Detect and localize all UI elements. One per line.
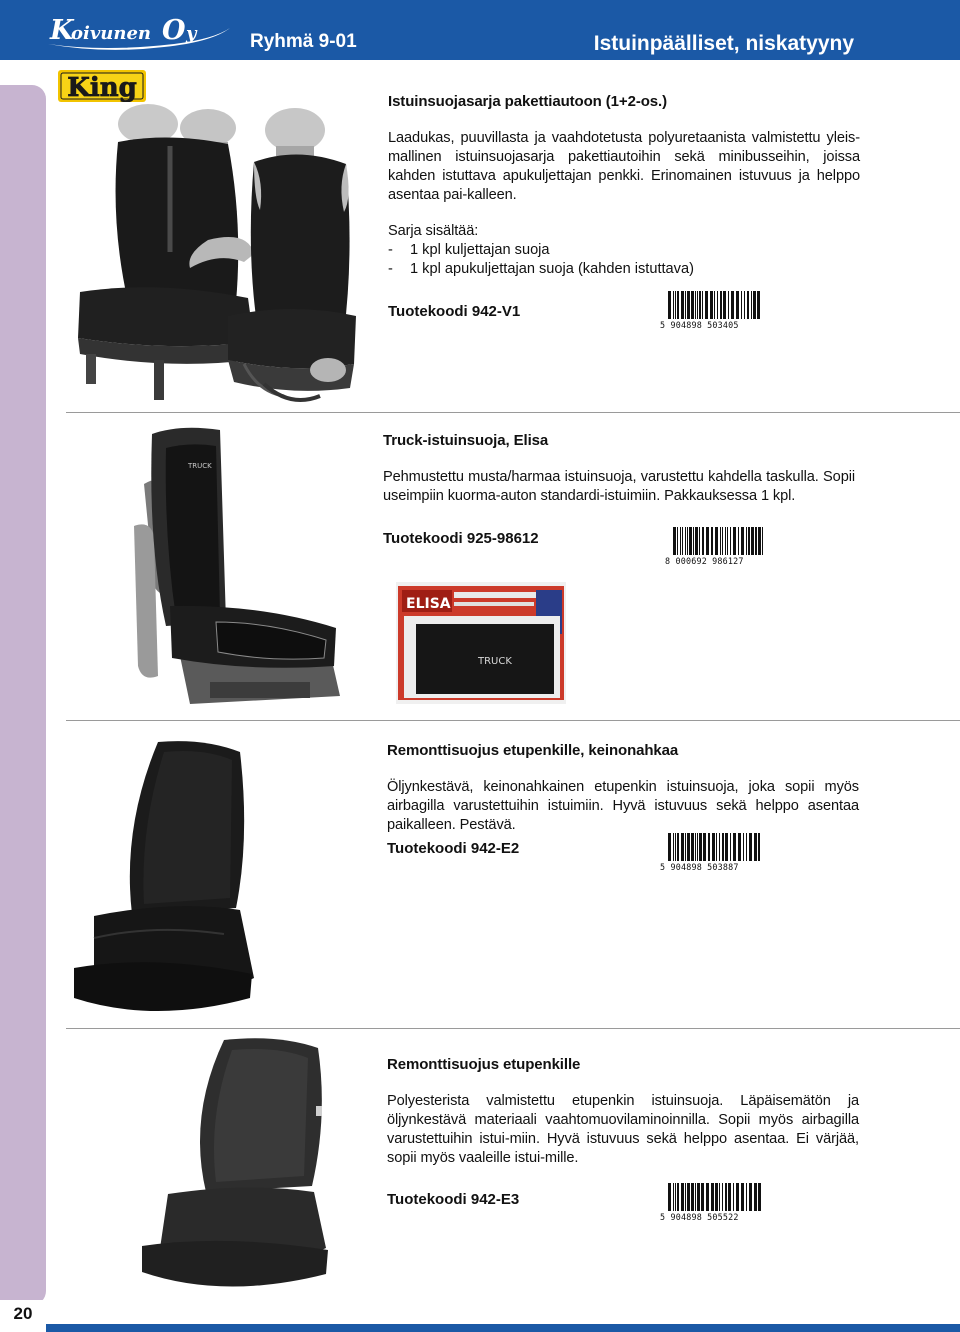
barcode-stripe [708, 833, 710, 861]
barcode-stripe [744, 291, 745, 319]
barcode-stripe [746, 833, 747, 861]
side-tab [0, 85, 46, 1305]
product-title: Istuinsuojasarja pakettiautoon (1+2-os.) [388, 93, 667, 110]
truck-seat-package-image [396, 582, 566, 704]
barcode-number: 5 904898 503887 [660, 862, 739, 872]
barcode-stripe [741, 1183, 744, 1211]
barcode-stripe [755, 527, 757, 555]
group-label: Ryhmä 9-01 [250, 31, 357, 52]
product-code: Tuotekoodi 925-98612 [383, 530, 539, 547]
company-logo [44, 8, 232, 52]
barcode-number: 8 000692 986127 [665, 556, 744, 566]
barcode-stripe [677, 833, 679, 861]
barcode-stripe [757, 291, 760, 319]
barcode-stripe [753, 291, 756, 319]
barcode-stripe [702, 291, 703, 319]
barcode-stripe [695, 527, 698, 555]
barcode-stripe [677, 527, 678, 555]
barcode-stripe [722, 527, 723, 555]
barcode-stripe [725, 1183, 727, 1211]
barcode-stripe [677, 1183, 679, 1211]
barcode-stripe [751, 291, 752, 319]
barcode-stripe [748, 527, 750, 555]
barcode-stripe [736, 1183, 739, 1211]
barcode-stripe [673, 1183, 674, 1211]
barcode-stripe [720, 291, 722, 319]
bottom-rule [46, 1324, 960, 1332]
barcode-stripe [736, 291, 739, 319]
barcode-stripe [673, 527, 676, 555]
leatherette-seat-protector-image [64, 738, 260, 1020]
barcode-stripe [719, 1183, 720, 1211]
barcode-stripe [687, 833, 690, 861]
contents-heading: Sarja sisältää: [388, 223, 479, 239]
barcode-stripe [710, 291, 713, 319]
barcode-bars [668, 291, 762, 319]
barcode-stripe [673, 291, 674, 319]
product-title: Truck-istuinsuoja, Elisa [383, 432, 549, 449]
svg-text:K: K [50, 15, 74, 46]
barcode-bars [668, 1183, 762, 1211]
barcode-stripe [668, 833, 671, 861]
barcode-stripe [719, 833, 720, 861]
barcode-stripe [691, 1183, 694, 1211]
barcode-stripe [705, 291, 708, 319]
barcode-stripe [697, 833, 698, 861]
svg-text:oivunen: oivunen [71, 23, 152, 44]
barcode-stripe [681, 1183, 684, 1211]
barcode-stripe [723, 291, 726, 319]
svg-text:King: King [67, 73, 137, 102]
barcode-stripe [695, 1183, 696, 1211]
barcode-stripe [697, 1183, 700, 1211]
barcode-stripe [749, 833, 752, 861]
barcode-stripe [706, 1183, 709, 1211]
barcode-stripe [673, 833, 674, 861]
product-title: Remonttisuojus etupenkille [387, 1056, 581, 1073]
product-title: Remonttisuojus etupenkille, keinonahkaa [387, 742, 679, 759]
barcode-stripe [746, 1183, 747, 1211]
product-description: Polyesterista valmistettu etupenkin istuinsuoja. Läpäisemätön ja öljynkestävä materiaali vaahtomuovilaminoinnilla. Sopii myös airbagilla varustettuihin istui-miin. Hyvä istuvuus sekä helppo asentaa. Ei värjää, sopii myös vaaleille istui-mille. [387, 1093, 859, 1166]
page-number: 20 [0, 1300, 46, 1332]
barcode-stripe [714, 291, 715, 319]
barcode-stripe [675, 1183, 676, 1211]
barcode-stripe [725, 833, 728, 861]
barcode-stripe [687, 1183, 690, 1211]
barcode-stripe [712, 833, 715, 861]
barcode-stripe [693, 527, 694, 555]
barcode [660, 833, 762, 873]
barcode-stripe [706, 527, 709, 555]
barcode-stripe [697, 291, 698, 319]
barcode-stripe [699, 833, 702, 861]
product-description: Öljynkestävä, keinonahkainen etupenkin istuinsuoja, joka sopii myös airbagilla varustettuihin istuimiin. Hyvä istuvuus sekä helppo asentaa paikalleen. Pestävä. [387, 779, 859, 833]
barcode-number: 5 904898 503405 [660, 320, 739, 330]
barcode-stripe [722, 833, 724, 861]
barcode-stripe [681, 291, 684, 319]
barcode-stripe [703, 833, 706, 861]
barcode-stripe [691, 833, 694, 861]
product-section-3 [387, 741, 859, 835]
product-description: Pehmustettu musta/harmaa istuinsuoja, varustettu kahdella taskulla. Sopii useimpiin kuorma-auton standardi-istuimiin. Pakkauksessa 1 kpl. [383, 469, 855, 504]
truck-seat-cover-image [130, 426, 362, 722]
barcode-stripe [668, 291, 671, 319]
barcode-number: 5 904898 505522 [660, 1212, 739, 1222]
barcode-stripe [747, 291, 749, 319]
barcode [660, 291, 762, 331]
barcode-stripe [716, 833, 717, 861]
barcode-stripe [741, 527, 744, 555]
barcode-stripe [699, 291, 701, 319]
contents-item: - 1 kpl kuljettajan suoja [388, 242, 550, 258]
barcode-stripe [743, 833, 744, 861]
barcode-stripe [758, 833, 760, 861]
barcode-stripe [691, 291, 694, 319]
truck-print-label: TRUCK [188, 462, 212, 470]
barcode-stripe [685, 1183, 686, 1211]
barcode-stripe [728, 291, 729, 319]
barcode-stripe [668, 1183, 671, 1211]
barcode-stripe [749, 1183, 752, 1211]
barcode-stripe [680, 527, 681, 555]
svg-text:O: O [162, 15, 186, 46]
package-brand-label: ELISA [406, 596, 451, 612]
barcode-stripe [717, 291, 718, 319]
barcode [660, 1183, 762, 1223]
polyester-seat-protector-image [128, 1036, 334, 1300]
barcode-stripe [762, 527, 763, 555]
barcode-stripe [685, 527, 686, 555]
section-divider [66, 720, 960, 721]
barcode-stripe [722, 1183, 723, 1211]
barcode-stripe [754, 1183, 757, 1211]
barcode-bars [668, 833, 762, 861]
barcode-stripe [758, 1183, 761, 1211]
barcode-stripe [738, 527, 739, 555]
barcode-stripe [711, 1183, 714, 1211]
product-code: Tuotekoodi 942-V1 [388, 303, 521, 320]
barcode-stripe [699, 527, 700, 555]
barcode-stripe [754, 833, 757, 861]
barcode-stripe [728, 1183, 731, 1211]
barcode-stripe [682, 527, 683, 555]
product-code: Tuotekoodi 942-E2 [387, 840, 520, 857]
section-divider [66, 1028, 960, 1029]
barcode-stripe [733, 833, 736, 861]
barcode-stripe [685, 291, 686, 319]
svg-text:y: y [186, 23, 197, 44]
product-description: Laadukas, puuvillasta ja vaahdotetusta polyuretaanista valmistettu yleis-mallinen istuinsuojasarja pakettiautoihin sekä minibusseihin, joissa kahden istuttava apukuljettajan penkki. Erinomainen istuvuus ja helppo asentaa pai-kalleen. [388, 130, 860, 203]
barcode-stripe [715, 527, 718, 555]
contents-item: - 1 kpl apukuljettajan suoja (kahden istuttava) [388, 261, 694, 277]
barcode-stripe [746, 527, 747, 555]
barcode-stripe [695, 833, 696, 861]
section-divider [66, 412, 960, 413]
barcode-stripe [751, 527, 754, 555]
barcode-stripe [730, 833, 731, 861]
product-section-2 [383, 431, 855, 506]
barcode-stripe [695, 291, 696, 319]
van-seat-cover-set-image [58, 102, 358, 408]
barcode-stripe [741, 291, 742, 319]
product-code: Tuotekoodi 942-E3 [387, 1191, 520, 1208]
barcode-stripe [687, 291, 690, 319]
barcode-stripe [701, 1183, 704, 1211]
page-heading: Istuinpäälliset, niskatyyny [593, 32, 854, 55]
barcode-stripe [733, 1183, 734, 1211]
barcode-stripe [715, 1183, 718, 1211]
barcode-stripe [689, 527, 692, 555]
barcode-stripe [711, 527, 713, 555]
barcode-stripe [677, 291, 679, 319]
brand-logo [58, 70, 146, 102]
barcode-stripe [675, 291, 676, 319]
barcode-stripe [685, 833, 686, 861]
barcode [665, 527, 767, 567]
product-section-4 [387, 1055, 859, 1168]
barcode-stripe [675, 833, 676, 861]
barcode-stripe [720, 527, 721, 555]
barcode-stripe [702, 527, 704, 555]
barcode-bars [673, 527, 767, 555]
barcode-stripe [758, 527, 761, 555]
barcode-stripe [727, 527, 728, 555]
barcode-stripe [681, 833, 684, 861]
barcode-stripe [725, 527, 726, 555]
barcode-stripe [733, 527, 736, 555]
barcode-stripe [738, 833, 741, 861]
product-section-1 [388, 92, 860, 279]
barcode-stripe [687, 527, 688, 555]
barcode-stripe [731, 291, 734, 319]
package-truck-label: TRUCK [478, 656, 512, 667]
barcode-stripe [730, 527, 731, 555]
